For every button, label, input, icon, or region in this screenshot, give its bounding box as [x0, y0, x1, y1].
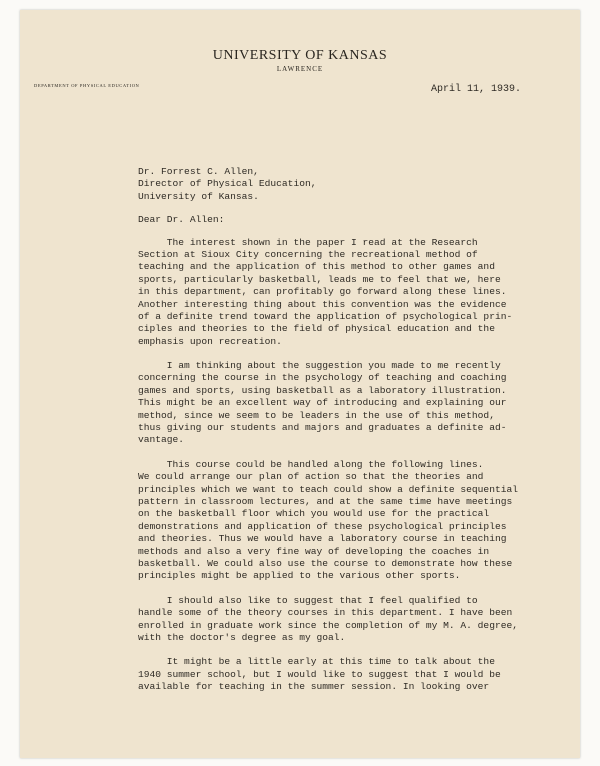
recipient-line: University of Kansas.	[138, 190, 259, 202]
paragraph-line: The interest shown in the paper I read at the Research	[138, 236, 478, 248]
paragraph-line: We could arrange our plan of action so that the theories and	[138, 471, 484, 483]
paragraph	[138, 237, 538, 349]
paragraph-line: methods and also a very fine way of developing the coaches in	[138, 545, 490, 557]
paragraph	[138, 360, 538, 447]
paragraph-line: I am thinking about the suggestion you made to me recently	[138, 360, 501, 372]
recipient-line: Dr. Forrest C. Allen,	[138, 166, 259, 177]
paragraph-line: basketball. We could also use the course to demonstrate how these	[138, 557, 513, 569]
paragraph-line: with the doctor's degree as my goal.	[138, 631, 346, 643]
paragraph-line: It might be a little early at this time to talk about the	[138, 656, 495, 668]
paragraph-line: principles might be applied to the various other sports.	[138, 570, 461, 582]
paragraph-line: vantage.	[138, 434, 185, 446]
paragraph-line: principles which we want to teach could show a definite sequential	[138, 483, 518, 495]
paragraph	[138, 595, 538, 645]
recipient-line: Director of Physical Education,	[138, 178, 317, 190]
paragraph-line: This might be an excellent way of introducing and explaining our	[138, 397, 507, 409]
paragraph-line: sports, particularly basketball, leads me to feel that we, here	[138, 273, 501, 285]
paragraph-line: games and sports, using basketball as a laboratory illustration.	[138, 384, 507, 396]
salutation	[138, 214, 538, 226]
paragraph	[138, 656, 538, 693]
paragraph-line: available for teaching in the summer session. In looking over	[138, 681, 490, 693]
paragraph-line: concerning the course in the psychology of teaching and coaching	[138, 372, 507, 384]
salutation-line: Dear Dr. Allen:	[138, 214, 225, 226]
paragraph-line: demonstrations and application of these psychological principles	[138, 520, 507, 532]
paragraph	[138, 459, 538, 583]
paragraph-line: method, since we seem to be leaders in the use of this method,	[138, 409, 495, 421]
letterhead-institution: UNIVERSITY OF KANSAS	[212, 48, 388, 63]
paragraph-line: in this department, can profitably go forward along these lines.	[138, 286, 507, 298]
paragraph-line: Section at Sioux City concerning the recreational method of	[138, 248, 478, 260]
paragraph-line: This course could be handled along the following lines.	[138, 458, 484, 470]
paragraph-line: teaching and the application of this method to other games and	[138, 261, 495, 273]
paragraph-line: and theories. Thus we would have a laboratory course in teaching	[138, 533, 507, 545]
paragraph-line: of a definite trend toward the application of psychological prin-	[138, 310, 513, 322]
paragraphs	[138, 237, 538, 694]
paragraph-line: 1940 summer school, but I would like to suggest that I would be	[138, 668, 501, 680]
paragraph-line: thus giving our students and majors and graduates a definite ad-	[138, 422, 507, 434]
paragraph-line: I should also like to suggest that I feel qualified to	[138, 594, 478, 606]
paragraph-line: Another interesting thing about this convention was the evidence	[138, 298, 507, 310]
letter-date: April 11, 1939.	[431, 84, 522, 95]
paragraph-line: emphasis upon recreation.	[138, 335, 282, 347]
paragraph-line: ciples and theories to the field of physical education and the	[138, 323, 495, 335]
paragraph-line: on the basketball floor which you would use for the practical	[138, 508, 490, 520]
paragraph-line: pattern in classroom lectures, and at the same time have meetings	[138, 495, 513, 507]
paragraph-line: enrolled in graduate work since the completion of my M. A. degree,	[138, 619, 518, 631]
letterhead-department: DEPARTMENT OF PHYSICAL EDUCATION	[34, 83, 140, 88]
paragraph-line: handle some of the theory courses in this department. I have been	[138, 607, 513, 619]
letter-body	[138, 166, 538, 693]
letterhead-city: LAWRENCE	[276, 65, 324, 73]
recipient-address	[138, 166, 538, 203]
